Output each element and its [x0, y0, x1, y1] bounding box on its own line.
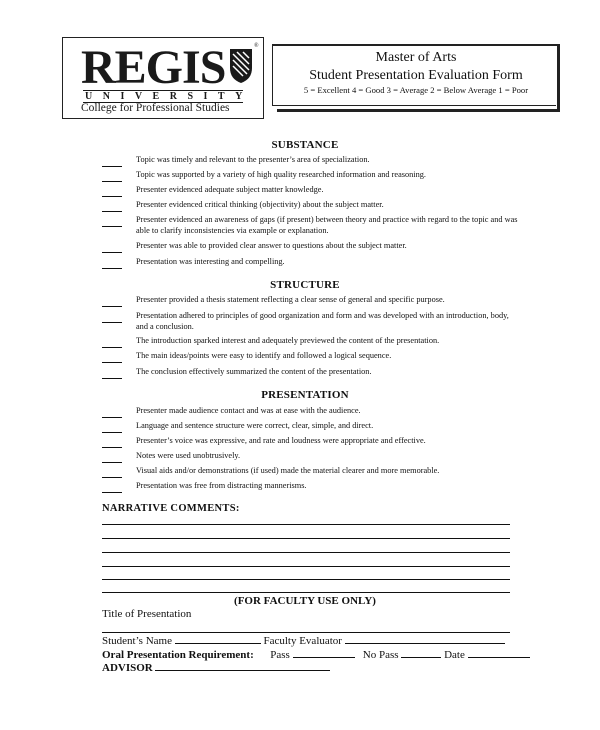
rating-blank[interactable] [102, 171, 122, 182]
presentation-title-label: Title of Presentation [102, 608, 192, 620]
form-title: Student Presentation Evaluation Form [309, 68, 523, 83]
rating-blank[interactable] [102, 216, 122, 227]
criteria-text: Notes were used unobtrusively. [136, 451, 241, 460]
rating-blank[interactable] [102, 201, 122, 212]
criteria-text: Presenter provided a thesis statement reflecting a clear sense of general and specific purpose. [136, 295, 445, 304]
faculty-use-heading: (FOR FACULTY USE ONLY) [234, 595, 376, 607]
rating-blank[interactable] [102, 312, 122, 323]
comment-line[interactable] [102, 538, 510, 539]
no-pass-field[interactable] [401, 647, 441, 658]
section-title: PRESENTATION [261, 389, 349, 401]
rating-blank[interactable] [102, 186, 122, 197]
rating-blank[interactable] [102, 352, 122, 363]
date-label: Date [444, 649, 465, 661]
criteria-text: Presentation was free from distracting mannerisms. [136, 481, 307, 490]
criteria-text: Visual aids and/or demonstrations (if used) made the material clearer and more memorable. [136, 466, 440, 475]
no-pass-label: No Pass [362, 649, 399, 661]
comment-line[interactable] [102, 592, 510, 593]
criteria-text: Presenter made audience contact and was at ease with the audience. [136, 406, 361, 415]
criteria-text: The introduction sparked interest and adequately previewed the content of the presentation. [136, 336, 440, 345]
narrative-comments-label: NARRATIVE COMMENTS: [102, 503, 240, 514]
rating-blank[interactable] [102, 407, 122, 418]
advisor-row [102, 660, 330, 674]
criteria-text: Presentation adhered to principles of good organization and form and was developed with an introduction, body, and a conclusion. [136, 311, 509, 331]
rating-blank[interactable] [102, 337, 122, 348]
rating-blank[interactable] [102, 156, 122, 167]
criteria-text: Language and sentence structure were correct, clear, simple, and direct. [136, 421, 374, 430]
rating-scale: 5 = Excellent 4 = Good 3 = Average 2 = Below Average 1 = Poor [303, 85, 529, 95]
regis-logo [62, 37, 264, 119]
criteria-text: The conclusion effectively summarized the content of the presentation. [136, 367, 372, 376]
criteria-text: Presenter evidenced critical thinking (objectivity) about the subject matter. [136, 200, 384, 209]
rating-blank[interactable] [102, 437, 122, 448]
logo-college-text: College for Professional Studies [81, 102, 230, 114]
rating-blank[interactable] [102, 368, 122, 379]
comment-line[interactable] [102, 524, 510, 525]
advisor-label: ADVISOR [102, 662, 153, 674]
registered-mark-icon: ® [254, 43, 259, 49]
rating-blank[interactable] [102, 258, 122, 269]
rating-blank[interactable] [102, 242, 122, 253]
oral-requirement-label: Oral Presentation Requirement: [102, 649, 254, 661]
section-title: STRUCTURE [270, 279, 340, 291]
rating-blank[interactable] [102, 482, 122, 493]
program-title: Master of Arts [375, 50, 457, 65]
date-field[interactable] [468, 647, 530, 658]
advisor-field[interactable] [155, 660, 330, 671]
criteria-text: Presenter’s voice was expressive, and rate and loudness were appropriate and effective. [136, 436, 426, 445]
faculty-evaluator-field[interactable] [345, 633, 505, 644]
title-box-shadow [277, 109, 560, 112]
pass-label: Pass [270, 649, 290, 661]
faculty-evaluator-label: Faculty Evaluator [263, 635, 342, 647]
requirement-row [102, 647, 530, 661]
student-row [102, 633, 505, 647]
comment-line[interactable] [102, 579, 510, 580]
section-title: SUBSTANCE [271, 139, 339, 151]
comment-line[interactable] [102, 552, 510, 553]
criteria-text: Topic was supported by a variety of high quality researched information and reasoning. [136, 170, 426, 179]
pass-field[interactable] [293, 647, 355, 658]
rating-blank[interactable] [102, 422, 122, 433]
student-name-label: Student’s Name [102, 635, 172, 647]
criteria-text: The main ideas/points were easy to identify and followed a logical sequence. [136, 351, 392, 360]
criteria-text: Presentation was interesting and compelling. [136, 257, 285, 266]
criteria-text: Topic was timely and relevant to the presenter’s area of specialization. [136, 155, 370, 164]
comment-line[interactable] [102, 566, 510, 567]
shield-icon [229, 48, 253, 84]
rating-blank[interactable] [102, 467, 122, 478]
criteria-text: Presenter was able to provided clear answer to questions about the subject matter. [136, 241, 407, 250]
logo-university-text: UNIVERSITY [85, 91, 253, 102]
logo-regis-text: REGIS [81, 41, 226, 94]
rating-blank[interactable] [102, 296, 122, 307]
criteria-text: Presenter evidenced an awareness of gaps (if present) between theory and practice with regard to the topic and was able to clarify inconsistencies via example or explanation. [136, 215, 518, 235]
student-name-field[interactable] [175, 633, 261, 644]
presentation-title-row [102, 608, 191, 620]
rating-blank[interactable] [102, 452, 122, 463]
criteria-text: Presenter evidenced adequate subject matter knowledge. [136, 185, 324, 194]
title-box-border [272, 44, 560, 46]
